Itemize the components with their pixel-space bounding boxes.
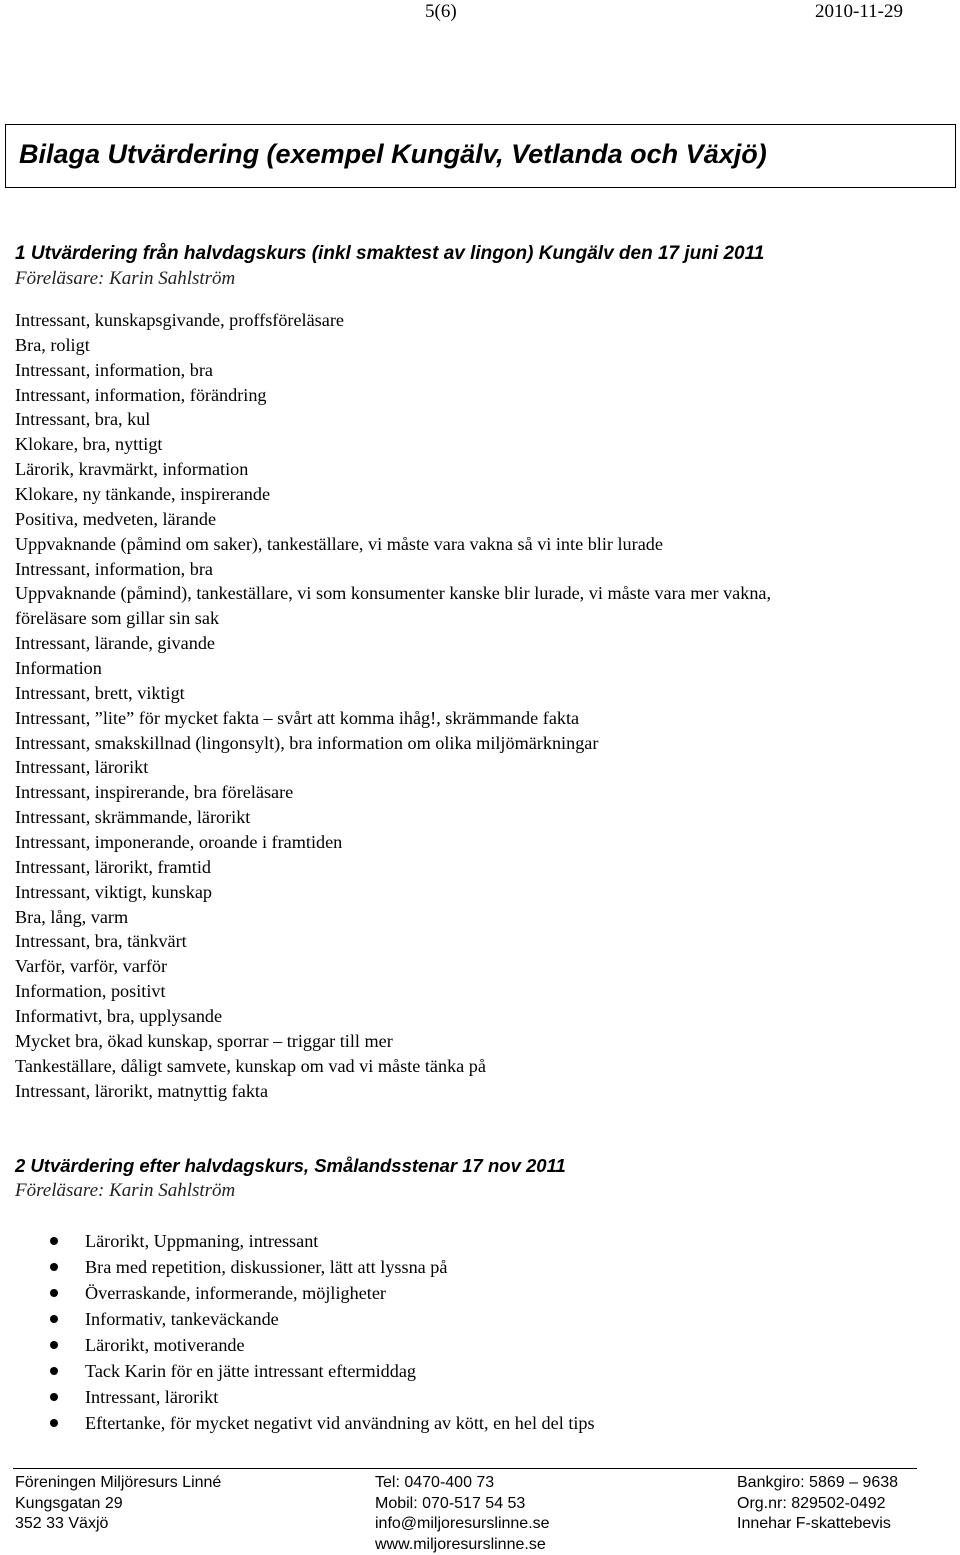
- bullet-text: Eftertanke, för mycket negativt vid användning av kött, en hel del tips: [85, 1413, 595, 1433]
- bullet-icon: [50, 1315, 58, 1323]
- page-footer: [0, 1465, 960, 1555]
- bullet-text: Överraskande, informerande, möjligheter: [85, 1283, 386, 1303]
- bullet-text: Lärorikt, motiverande: [85, 1335, 245, 1355]
- evaluation-line: Uppvaknande (påmind om saker), tankeställare, vi måste vara vakna så vi inte blir lurade: [15, 533, 663, 554]
- bullet-text: Bra med repetition, diskussioner, lätt att lyssna på: [85, 1257, 448, 1277]
- evaluation-line: Intressant, inspirerande, bra föreläsare: [15, 782, 294, 803]
- bullet-text: Intressant, lärorikt: [85, 1387, 219, 1407]
- document-date: 2010-11-29: [815, 1, 903, 22]
- evaluation-line: Intressant, lärorikt, matnyttig fakta: [15, 1080, 269, 1101]
- section-smalandsstenar: [15, 1153, 945, 1436]
- evaluation-bullet: [15, 1384, 945, 1410]
- footer-line: Innehar F-skattebevis: [737, 1515, 891, 1532]
- evaluation-line: Positiva, medveten, lärande: [15, 508, 217, 529]
- footer-contact: [375, 1473, 550, 1555]
- evaluation-line: Tankeställare, dåligt samvete, kunskap om vad vi måste tänka på: [15, 1055, 486, 1076]
- lecturer-line: Föreläsare: Karin Sahlström: [15, 268, 236, 289]
- footer-line: Mobil: 070-517 54 53: [375, 1494, 526, 1512]
- section-heading: 1 Utvärdering från halvdagskurs (inkl smaktest av lingon) Kungälv den 17 juni 2011: [15, 243, 765, 264]
- lecturer-line: Föreläsare: Karin Sahlström: [15, 1180, 236, 1201]
- evaluation-line: Intressant, viktigt, kunskap: [15, 881, 213, 902]
- section-kungalv: [15, 241, 945, 1104]
- evaluation-line: Intressant, brett, viktigt: [15, 682, 185, 703]
- footer-line: Föreningen Miljöresurs Linné: [15, 1474, 222, 1491]
- evaluation-bullet-list: [15, 1228, 945, 1436]
- title-box: [5, 124, 956, 188]
- evaluation-line: Uppvaknande (påmind), tankeställare, vi som konsumenter kanske blir lurade, vi måste vara mer vakna,: [15, 583, 772, 604]
- footer-line: info@miljoresurslinne.se: [375, 1515, 550, 1532]
- bullet-icon: [50, 1341, 58, 1349]
- footer-registration: [737, 1473, 898, 1535]
- footer-line: 352 33 Växjö: [15, 1515, 109, 1532]
- page-header: [0, 0, 960, 30]
- evaluation-line: Intressant, imponerande, oroande i framtiden: [15, 832, 343, 853]
- evaluation-line: Klokare, ny tänkande, inspirerande: [15, 484, 271, 505]
- evaluation-line: Intressant, information, bra: [15, 359, 213, 380]
- evaluation-line: Intressant, skrämmande, lärorikt: [15, 807, 251, 828]
- evaluation-line: Bra, roligt: [15, 334, 90, 355]
- evaluation-line: Intressant, ”lite” för mycket fakta – svårt att komma ihåg!, skrämmande fakta: [15, 707, 580, 728]
- section-heading: 2 Utvärdering efter halvdagskurs, Smålandsstenar 17 nov 2011: [15, 1155, 566, 1176]
- evaluation-bullet: [15, 1358, 945, 1384]
- bullet-icon: [50, 1263, 58, 1271]
- footer-line: Kungsgatan 29: [15, 1494, 123, 1512]
- evaluation-line: Lärorik, kravmärkt, information: [15, 459, 249, 480]
- evaluation-line: Mycket bra, ökad kunskap, sporrar – triggar till mer: [15, 1030, 393, 1051]
- bullet-text: Lärorikt, Uppmaning, intressant: [85, 1231, 319, 1251]
- evaluation-line: Information, positivt: [15, 981, 166, 1002]
- evaluation-line: Intressant, lärorikt: [15, 757, 149, 778]
- footer-line: Bankgiro: 5869 – 9638: [737, 1474, 899, 1491]
- evaluation-bullet: [15, 1306, 945, 1332]
- footer-divider: [13, 1468, 917, 1469]
- footer-line: Org.nr: 829502-0492: [737, 1494, 886, 1512]
- evaluation-line: Intressant, lärorikt, framtid: [15, 856, 211, 877]
- evaluation-line: föreläsare som gillar sin sak: [15, 608, 220, 629]
- evaluation-line: Intressant, information, förändring: [15, 384, 267, 405]
- evaluation-bullet: [15, 1280, 945, 1306]
- evaluation-line: Intressant, smakskillnad (lingonsylt), bra information om olika miljömärkningar: [15, 732, 599, 753]
- evaluation-line: Information: [15, 658, 102, 679]
- evaluation-line: Klokare, bra, nyttigt: [15, 434, 163, 455]
- bullet-text: Informativ, tankeväckande: [85, 1309, 279, 1329]
- evaluation-bullet: [15, 1332, 945, 1358]
- bullet-icon: [50, 1289, 58, 1297]
- bullet-icon: [50, 1393, 58, 1401]
- bullet-icon: [50, 1237, 58, 1245]
- evaluation-line: Intressant, lärande, givande: [15, 633, 215, 654]
- evaluation-bullet: [15, 1254, 945, 1280]
- evaluation-line: Intressant, bra, kul: [15, 409, 151, 430]
- evaluation-line: Bra, lång, varm: [15, 906, 129, 927]
- evaluation-bullet: [15, 1410, 945, 1436]
- footer-address: [15, 1473, 221, 1535]
- evaluation-bullet: [15, 1228, 945, 1254]
- document-title: Bilaga Utvärdering (exempel Kungälv, Vetlanda och Växjö): [19, 139, 767, 169]
- evaluation-line: Informativt, bra, upplysande: [15, 1006, 223, 1027]
- evaluation-list: [15, 308, 945, 1104]
- evaluation-line: Intressant, information, bra: [15, 558, 213, 579]
- bullet-text: Tack Karin för en jätte intressant eftermiddag: [85, 1361, 417, 1381]
- evaluation-line: Varför, varför, varför: [15, 956, 168, 977]
- footer-line: www.miljoresurslinne.se: [375, 1535, 546, 1553]
- footer-line: Tel: 0470-400 73: [375, 1474, 495, 1491]
- page-number: 5(6): [425, 1, 457, 22]
- evaluation-line: Intressant, kunskapsgivande, proffsföreläsare: [15, 310, 344, 330]
- bullet-icon: [50, 1419, 58, 1427]
- evaluation-line: Intressant, bra, tänkvärt: [15, 931, 187, 952]
- bullet-icon: [50, 1367, 58, 1375]
